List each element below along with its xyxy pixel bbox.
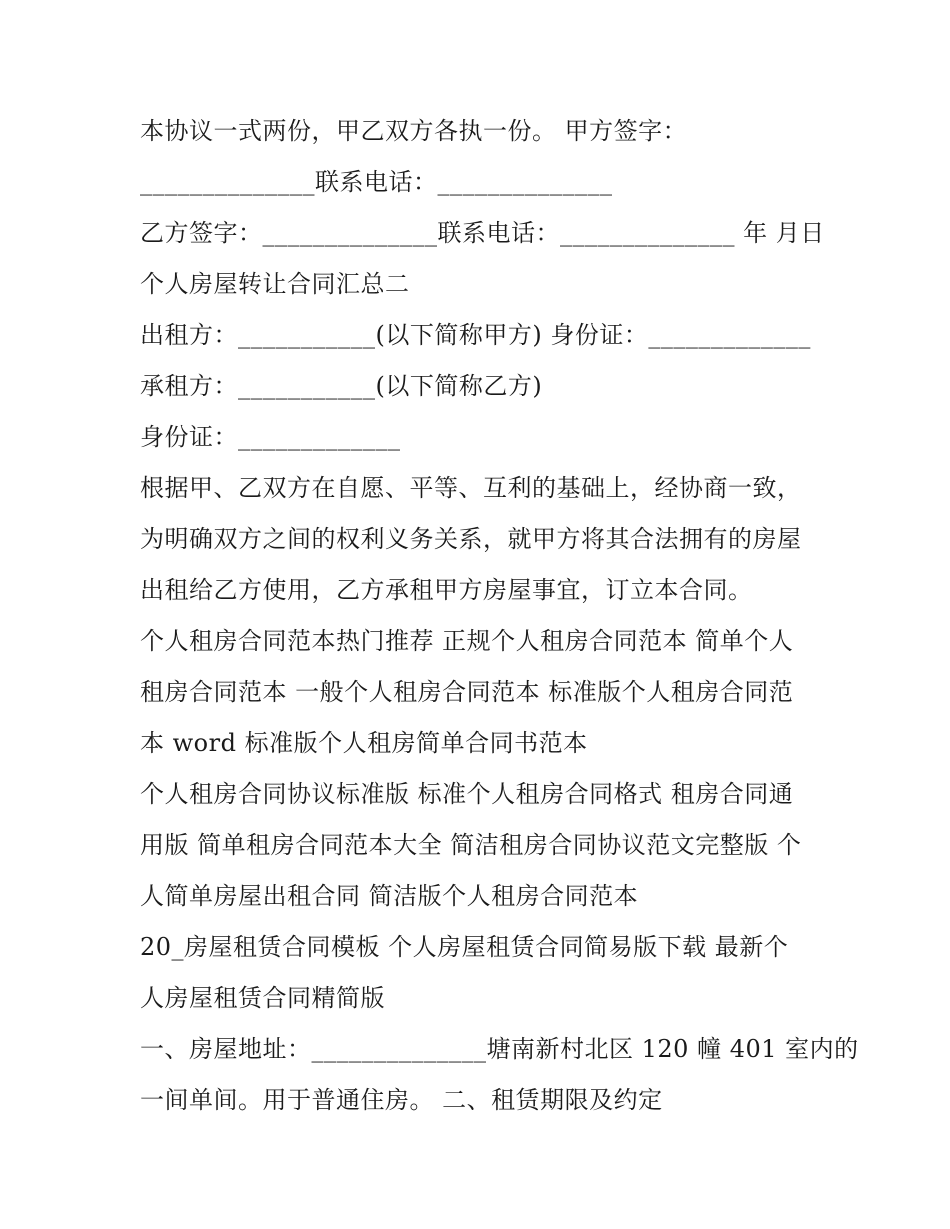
text-line: 个人租房合同范本热门推荐 正规个人租房合同范本 简单个人 [140,627,794,655]
text-line: 本 word 标准版个人租房简单合同书范本 [140,729,588,757]
text-line: 用版 简单租房合同范本大全 简洁租房合同协议范文完整版 个 [140,831,802,859]
text-line: 出租方：___________(以下简称甲方) 身份证：_____________ [140,321,811,349]
text-line: 一、房屋地址：______________塘南新村北区 120 幢 401 室内的 [140,1035,859,1063]
text-line: 20_房屋租赁合同模板 个人房屋租赁合同简易版下载 最新个 [140,933,789,961]
text-line: ______________联系电话：______________ [140,168,613,196]
text-line: 个人租房合同协议标准版 标准个人租房合同格式 租房合同通 [140,780,794,808]
text-line: 租房合同范本 一般个人租房合同范本 标准版个人租房合同范 [140,678,794,706]
text-line: 人简单房屋出租合同 简洁版个人租房合同范本 [140,882,639,910]
text-line: 出租给乙方使用，乙方承租甲方房屋事宜，订立本合同。 [140,576,753,604]
text-line: 一间单间。用于普通住房。 二、租赁期限及约定 [140,1086,663,1114]
text-line: 根据甲、乙双方在自愿、平等、互利的基础上，经协商一致， [140,474,802,502]
text-line: 承租方：___________(以下简称乙方) [140,372,543,400]
text-line: 本协议一式两份，甲乙双方各执一份。 甲方签字： [140,117,688,145]
text-line: 乙方签字：______________联系电话：______________ 年 月日 [140,219,825,247]
text-line: 人房屋租赁合同精简版 [140,984,385,1012]
text-line: 身份证：_____________ [140,423,401,451]
text-line: 为明确双方之间的权利义务关系，就甲方将其合法拥有的房屋 [140,525,802,553]
section-heading: 个人房屋转让合同汇总二 [140,270,410,298]
